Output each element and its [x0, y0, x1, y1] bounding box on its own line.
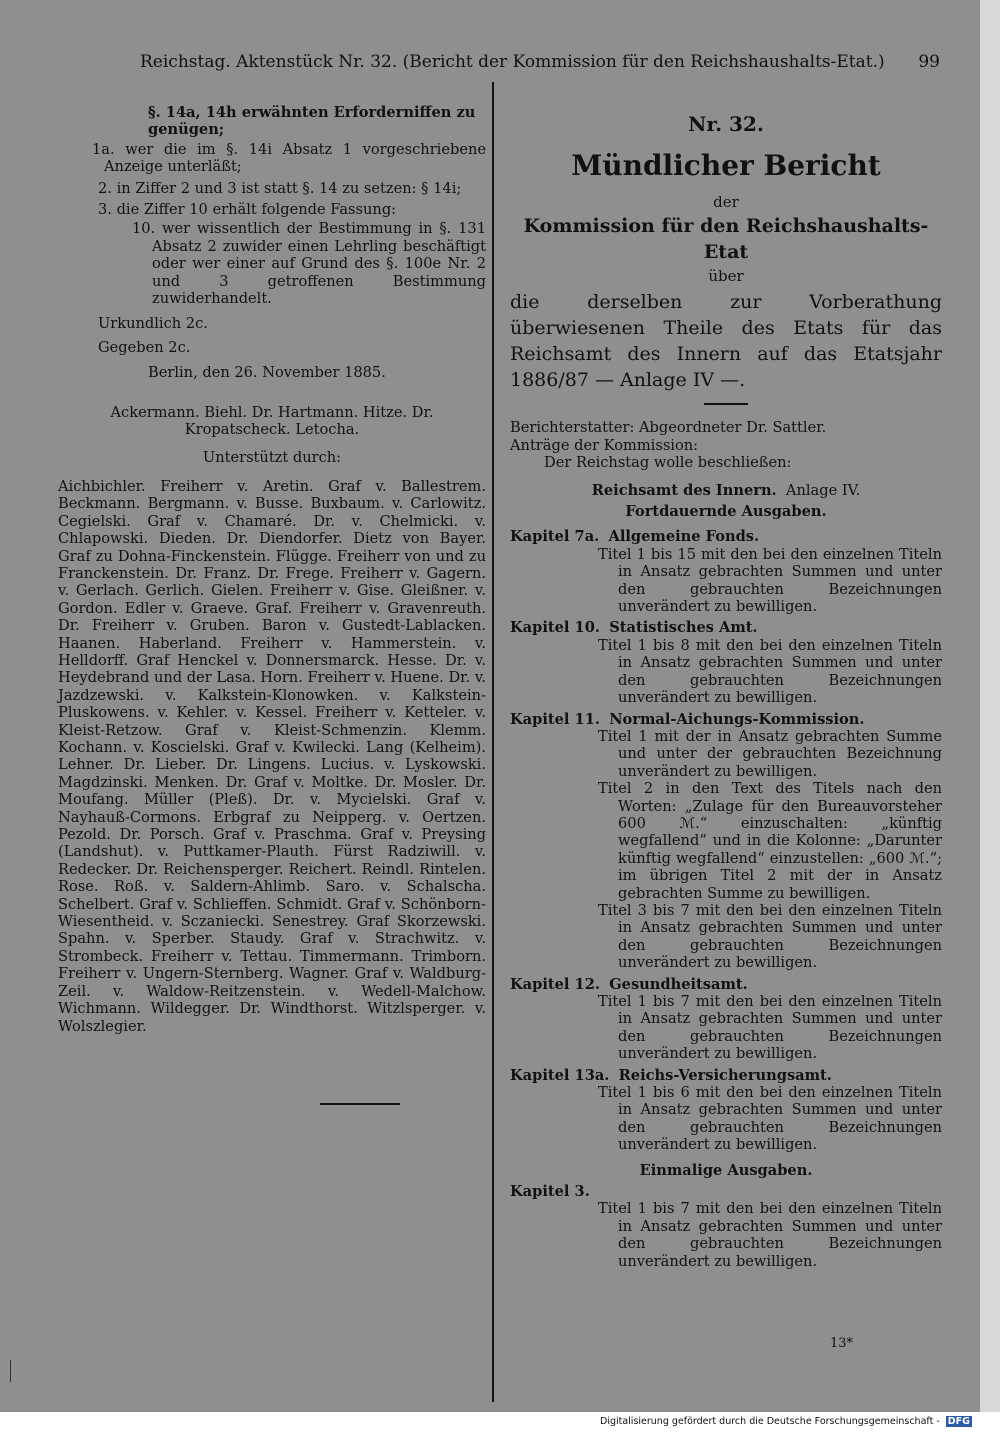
footer-text: Digitalisierung gefördert durch die Deutsche Forschungsgemeinschaft - [600, 1416, 940, 1427]
right-column [510, 104, 942, 1270]
kapitel-11-text-1: Titel 1 mit der in Ansatz gebrachten Summe und unter der gebrauchten Bezeichnung unverändert zu bewilligen. [598, 727, 942, 780]
kapitel-13a [510, 1067, 942, 1084]
urkundlich: Urkundlich 2c. [98, 315, 208, 333]
end-rule [58, 1103, 486, 1105]
kapitel-7a-text: Titel 1 bis 15 mit den bei den einzelnen Titeln in Ansatz gebrachten Summen und unter den gebrauchten Bezeichnungen unverändert zu bewilligen. [598, 545, 942, 616]
kapitel-13a-label: Kapitel 13a. [510, 1066, 610, 1084]
running-head [140, 52, 940, 72]
para-requirements: §. 14a, 14h erwähnten Erforderniffen zu genügen; [148, 104, 476, 139]
reichsamt-label: Reichsamt des Innern. [591, 481, 777, 499]
kapitel-10-title: Statistisches Amt. [609, 619, 758, 637]
ongoing-expenses-heading: Fortdauernde Ausgaben. [625, 503, 827, 521]
margin-mark [10, 1360, 11, 1382]
kapitel-3-label: Kapitel 3. [510, 1183, 590, 1201]
footer [600, 1416, 970, 1427]
ueber-line: über [708, 267, 744, 286]
page-number: 99 [918, 52, 940, 72]
kapitel-10-text: Titel 1 bis 8 mit den bei den einzelnen Titeln in Ansatz gebrachten Summen und unter den gebrauchten Bezeichnungen unverändert zu bewilligen. [598, 636, 942, 707]
kapitel-11-text-3: Titel 3 bis 7 mit den bei den einzelnen Titeln in Ansatz gebrachten Summen und unter den gebrauchten Bezeichnungen unverändert zu bewilligen. [598, 901, 942, 972]
one-time-expenses-heading: Einmalige Ausgaben. [639, 1161, 813, 1179]
para-2: 2. in Ziffer 2 und 3 ist statt §. 14 zu setzen: § 14i; [98, 179, 462, 197]
supported-by: Unterstützt durch: [202, 448, 342, 466]
kapitel-7a-label: Kapitel 7a. [510, 528, 600, 546]
left-column [58, 104, 486, 1105]
anlage-label: Anlage IV. [785, 481, 861, 499]
supporters-list: Aichbichler. Freiherr v. Aretin. Graf v. Ballestrem. Beckmann. Bergmann. v. Busse. Buxbaum. v. Carlowitz. Cegielski. Graf v. Chamaré. Dr. v. Chelmicki. v. Chlapowski. Dieden. Dr. Diendorfer. Dietz von Bayer. Graf zu Dohna-Finckenstein. Flügge. Freiherr von und zu Franckenstein. Dr. Franz. Dr. Frege. Freiherr v. Gagern. v. Gerlach. Gerlich. Gielen. Freiherr v. Gise. Gleißner. v. Gordon. Edler v. Graeve. Graf. Freiherr v. Gravenreuth. Dr. Freiherr v. Gruben. Baron v. Gustedt-Lablacken. Haanen. Haberland. Freiherr v. Hammerstein. v. Helldorff. Graf Henckel v. Donnersmarck. Hesse. Dr. v. Heydebrand und der Lasa. Horn. Freiherr v. Huene. Dr. v. Jazdzewski. v. Kalkstein-Klonowken. v. Kalkstein-Pluskowens. v. Kehler. v. Kessel. Freiherr v. Ketteler. v. Kleist-Retzow. Graf v. Kleist-Schmenzin. Klemm. Kochann. v. Koscielski. Graf v. Kwilecki. Lang (Kelheim). Lehner. Dr. Lieber. Dr. Lingens. Lucius. v. Lyskowski. Magdzinski. Menken. Dr. Graf v. Moltke. Dr. Mosler. Dr. Moufang. Müller (Pleß). Dr. v. Mycielski. Graf v. Nayhauß-Cormons. Erbgraf zu Neipperg. v. Oertzen. Pezold. Dr. Porsch. Graf v. Praschma. Graf v. Preysing (Landshut). v. Puttkamer-Plauth. Fürst Radziwill. v. Redecker. Dr. Reichensperger. Reichert. Reindl. Rintelen. Rose. Roß. v. Saldern-Ahlimb. Saro. v. Schalscha. Schelbert. Graf v. Schlieffen. Schmidt. Graf v. Schönborn-Wiesentheid. v. Sczaniecki. Senestrey. Graf Skorzewski. Spahn. v. Sperber. Staudy. Graf v. Strachwitz. v. Strombeck. Freiherr v. Tettau. Timmermann. Trimborn. Freiherr v. Ungern-Sternberg. Wagner. Graf v. Waldburg-Zeil. v. Waldow-Reitzenstein. v. Wedell-Malchow. Wichmann. Wildegger. Dr. Windthorst. Witzlsperger. v. Wolszlegier. [58, 477, 486, 1035]
report-topic: die derselben zur Vorberathung überwiesenen Theile des Etats für das Reichsamt des Innern auf das Etatsjahr 1886/87 — Anlage IV —. [510, 291, 942, 392]
para-10: 10. wer wissentlich der Bestimmung in §. 131 Absatz 2 zuwider einen Lehrling beschäftigt oder wer einer auf Grund des §. 100e Nr. 2 und 3 getroffenen Bestimmung zuwiderhandelt. [132, 220, 486, 308]
document-number: Nr. 32. [688, 112, 764, 136]
kapitel-11-title: Normal-Aichungs-Kommission. [609, 710, 865, 728]
kapitel-13a-text: Titel 1 bis 6 mit den bei den einzelnen Titeln in Ansatz gebrachten Summen und unter den gebrauchten Bezeichnungen unverändert zu bewilligen. [598, 1084, 942, 1154]
reporter: Berichterstatter: Abgeordneter Dr. Sattler. [510, 419, 827, 437]
kapitel-10-label: Kapitel 10. [510, 619, 600, 637]
gegeben: Gegeben 2c. [98, 338, 191, 356]
der-line: der [713, 193, 739, 212]
kapitel-10 [510, 619, 942, 636]
column-rule [492, 82, 494, 1402]
kapitel-7a-title: Allgemeine Fonds. [608, 528, 760, 546]
kapitel-12-text: Titel 1 bis 7 mit den bei den einzelnen Titeln in Ansatz gebrachten Summen und unter den gebrauchten Bezeichnungen unverändert zu bewilligen. [598, 993, 942, 1063]
report-title: Mündlicher Bericht [571, 149, 881, 183]
para-1a: 1a. wer die im §. 14i Absatz 1 vorgeschriebene Anzeige unterläßt; [92, 140, 486, 176]
motions-heading: Anträge der Kommission: [510, 436, 699, 454]
date-line: Berlin, den 26. November 1885. [148, 364, 386, 382]
commission-line: Kommission für den Reichshaushalts-Etat [523, 215, 929, 264]
kapitel-12-title: Gesundheitsamt. [609, 975, 748, 993]
kapitel-7a [510, 528, 942, 545]
resolution-line: Der Reichstag wolle beschließen: [544, 454, 792, 472]
kapitel-3 [510, 1183, 942, 1200]
kapitel-13a-title: Reichs-Versicherungsamt. [618, 1066, 832, 1084]
page-edge [980, 0, 1000, 1412]
section-heading [510, 482, 942, 499]
title-rule [704, 403, 748, 405]
para-3: 3. die Ziffer 10 erhält folgende Fassung: [98, 201, 397, 219]
running-head-text: Reichstag. Aktenstück Nr. 32. (Bericht der Kommission für den Reichshaushalts-Etat.) [140, 52, 885, 72]
signatories: Ackermann. Biehl. Dr. Hartmann. Hitze. Dr. Kropatscheck. Letocha. [110, 403, 434, 439]
dfg-logo: DFG [947, 1416, 970, 1427]
kapitel-3-text: Titel 1 bis 7 mit den bei den einzelnen Titeln in Ansatz gebrachten Summen und unter den gebrauchten Bezeichnungen unverändert zu bewilligen. [598, 1200, 942, 1270]
kapitel-11 [510, 711, 942, 728]
signature-mark: 13* [830, 1336, 854, 1351]
kapitel-12-label: Kapitel 12. [510, 975, 600, 993]
kapitel-11-text-2: Titel 2 in den Text des Titels nach den Worten: „Zulage für den Bureauvorsteher 600 ℳ.“ einzuschalten: „künftig wegfallend“ und in die Kolonne: „Darunter künftig wegfallend“ einzustellen: „600 ℳ.“; im übrigen Titel 2 mit der in Ansatz gebrachten Summe zu bewilligen. [598, 780, 942, 902]
kapitel-11-label: Kapitel 11. [510, 710, 600, 728]
kapitel-12 [510, 976, 942, 993]
